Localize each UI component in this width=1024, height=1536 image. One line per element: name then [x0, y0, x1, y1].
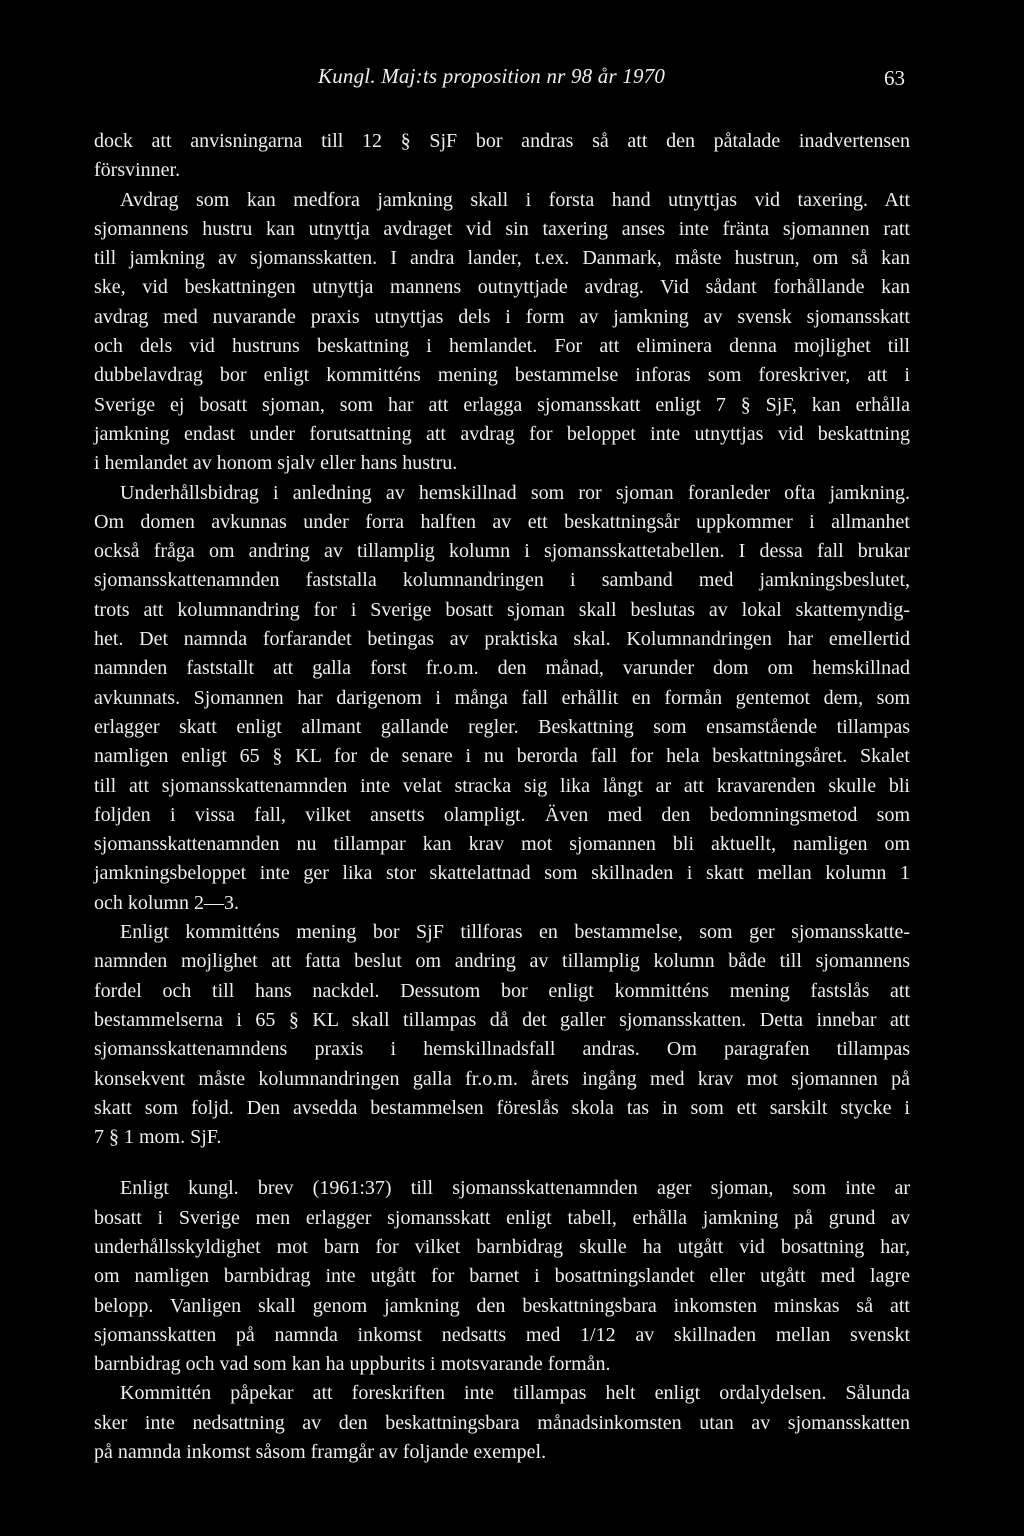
text-line: ske, vid beskattningen utnyttja mannens outnyttjade avdrag. Vid sådant forhållande kan — [94, 276, 910, 299]
text-line: underhållsskyldighet mot barn for vilket barnbidrag skulle ha utgått vid bosattning har, — [94, 1235, 910, 1258]
text-line: foljden i vissa fall, vilket ansetts olampligt. Även med den bedomningsmetod som — [94, 803, 910, 826]
text-line: och kolumn 2—3. — [94, 891, 239, 914]
document-body — [94, 127, 910, 1467]
text-line: namligen enligt 65 § KL for de senare i nu berorda fall for hela beskattningsåret. Skalet — [94, 745, 910, 768]
text-line: Sverige ej bosatt sjoman, som har att erlagga sjomansskatt enligt 7 § SjF, kan erhålla — [94, 393, 910, 416]
running-title: Kungl. Maj:ts proposition nr 98 år 1970 — [318, 64, 666, 88]
text-line: bestammelserna i 65 § KL skall tillampas då det galler sjomansskatten. Detta innebar att — [94, 1008, 910, 1031]
text-line: om namligen barnbidrag inte utgått for barnet i bosattningslandet eller utgått med lagre — [94, 1265, 910, 1288]
text-line: bosatt i Sverige men erlagger sjomansskatt enligt tabell, erhålla jamkning på grund av — [94, 1206, 910, 1229]
text-line: belopp. Vanligen skall genom jamkning den beskattningsbara inkomsten minskas så att — [94, 1294, 910, 1317]
text-line: erlagger skatt enligt allmant gallande regler. Beskattning som ensamstående tillampas — [94, 715, 910, 738]
text-line: 7 § 1 mom. SjF. — [94, 1126, 222, 1149]
text-line: Underhållsbidrag i anledning av hemskillnad som ror sjoman foranleder ofta jamkning. — [120, 481, 910, 504]
text-line: skatt som foljd. Den avsedda bestammelsen föreslås skola tas in som ett sarskilt stycke i — [94, 1096, 910, 1119]
text-line: avdrag med nuvarande praxis utnyttjas dels i form av jamkning av svensk sjomansskatt — [94, 305, 910, 328]
text-line: dubbelavdrag bor enligt kommitténs mening bestammelse inforas som foreskriver, att i — [94, 364, 910, 387]
text-line: het. Det namnda forfarandet betingas av praktiska skal. Kolumnandringen har emellertid — [94, 628, 910, 651]
text-line: försvinner. — [94, 159, 181, 182]
text-line: namnden mojlighet att fatta beslut om andring av tillamplig kolumn både till sjomannens — [94, 950, 910, 973]
text-line: avkunnats. Sjomannen har darigenom i många fall erhållit en formån gentemot dem, som — [94, 686, 910, 709]
text-line: och dels vid hustruns beskattning i hemlandet. For att eliminera denna mojlighet till — [94, 335, 910, 358]
text-line: till att sjomansskattenamnden inte velat stracka sig lika långt ar att kravarenden skulle bli — [94, 774, 910, 797]
text-line: barnbidrag och vad som kan ha uppburits i motsvarande formån. — [94, 1353, 611, 1376]
text-line: också fråga om andring av tillamplig kolumn i sjomansskattetabellen. I dessa fall brukar — [94, 540, 910, 563]
text-line: Om domen avkunnas under forra halften av ett beskattningsår uppkommer i allmanhet — [94, 510, 910, 533]
text-line: sker inte nedsattning av den beskattningsbara månadsinkomsten utan av sjomansskatten — [94, 1411, 910, 1434]
page-header — [0, 64, 1024, 98]
page-number: 63 — [884, 66, 905, 90]
text-line: Avdrag som kan medfora jamkning skall i forsta hand utnyttjas vid taxering. Att — [120, 188, 910, 211]
text-line: trots att kolumnandring for i Sverige bosatt sjoman skall beslutas av lokal skattemyndig- — [94, 598, 910, 621]
text-line: på namnda inkomst såsom framgår av foljande exempel. — [94, 1441, 547, 1464]
text-line: jamkning endast under forutsattning att avdrag for beloppet inte utnyttjas vid beskattning — [94, 422, 910, 445]
text-line: sjomansskattenamnden nu tillampar kan krav mot sjomannen bli aktuellt, namligen om — [94, 833, 910, 856]
text-line: Enligt kommitténs mening bor SjF tillforas en bestammelse, som ger sjomansskatte- — [120, 921, 910, 944]
text-line: till jamkning av sjomansskatten. I andra lander, t.ex. Danmark, måste hustrun, om så kan — [94, 247, 910, 270]
text-line: sjomansskattenamndens praxis i hemskillnadsfall andras. Om paragrafen tillampas — [94, 1038, 910, 1061]
text-line: sjomansskatten på namnda inkomst nedsatts med 1/12 av skillnaden mellan svenskt — [94, 1323, 910, 1346]
text-line: namnden faststallt att galla forst fr.o.m. den månad, varunder dom om hemskillnad — [94, 657, 910, 680]
text-line: i hemlandet av honom sjalv eller hans hustru. — [94, 452, 458, 475]
text-line: Kommittén påpekar att foreskriften inte tillampas helt enligt ordalydelsen. Sålunda — [120, 1382, 910, 1405]
text-line: konsekvent måste kolumnandringen galla fr.o.m. årets ingång med krav mot sjomannen på — [94, 1067, 910, 1090]
paragraph-gap — [94, 1152, 910, 1174]
text-line: sjomannens hustru kan utnyttja avdraget vid sin taxering anses inte fränta sjomannen ratt — [94, 217, 910, 240]
text-line: dock att anvisningarna till 12 § SjF bor andras så att den påtalade inadvertensen — [94, 130, 910, 152]
text-line: Enligt kungl. brev (1961:37) till sjomansskattenamnden ager sjoman, som inte ar — [120, 1177, 910, 1200]
text-line: jamkningsbeloppet inte ger lika stor skattelattnad som skillnaden i skatt mellan kolumn 1 — [94, 862, 910, 885]
text-line: fordel och till hans nackdel. Dessutom bor enligt kommitténs mening fastslås att — [94, 979, 910, 1002]
text-line: sjomansskattenamnden faststalla kolumnandringen i samband med jamkningsbeslutet, — [94, 569, 910, 592]
